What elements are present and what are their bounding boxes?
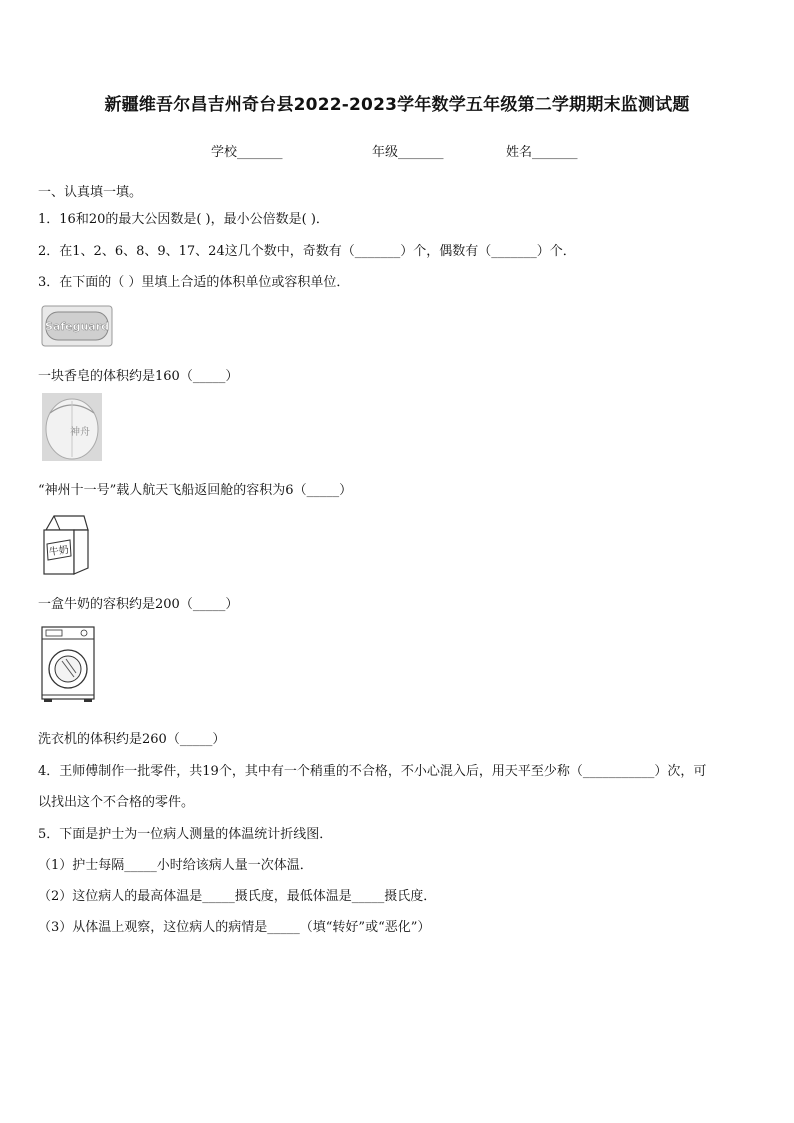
school-field: 学校_______ [211, 145, 283, 160]
q3-item-milk: 一盒牛奶的容积约是200（_____） [38, 597, 239, 612]
grade-field: 年级_______ [372, 145, 444, 160]
question-5-sub-3: （3）从体温上观察，这位病人的病情是_____（填“转好”或“恶化”） [38, 920, 431, 935]
capsule-image [42, 393, 102, 461]
q3-item-capsule: “神州十一号”载人航天飞船返回舱的容积为6（_____） [38, 483, 353, 498]
page-title: 新疆维吾尔昌吉州奇台县2022-2023学年数学五年级第二学期期末监测试题 [104, 95, 690, 115]
question-4-line-1: 4．王师傅制作一批零件，共19个，其中有一个稍重的不合格，不小心混入后，用天平至少称（___________）次，可 [38, 764, 707, 779]
carton-label-text: 牛奶 [48, 544, 70, 559]
washing-machine-image [40, 625, 96, 703]
capsule-label-text: 神舟 [70, 427, 90, 438]
question-5-sub-1: （1）护士每隔_____小时给该病人量一次体温． [38, 858, 313, 873]
question-1: 1．16和20的最大公因数是( )，最小公倍数是( )． [38, 212, 329, 227]
question-5: 5．下面是护士为一位病人测量的体温统计折线图． [38, 827, 333, 842]
q3-item-soap: 一块香皂的体积约是160（_____） [38, 369, 239, 384]
question-5-sub-2: （2）这位病人的最高体温是_____摄氏度，最低体温是_____摄氏度． [38, 889, 437, 904]
section-heading: 一、认真填一填。 [38, 185, 143, 200]
question-3: 3．在下面的（ ）里填上合适的体积单位或容积单位． [38, 275, 350, 290]
soap-image [40, 300, 114, 350]
soap-brand-text: Safeguard [44, 320, 110, 333]
milk-carton-image [40, 512, 92, 576]
question-4-line-2: 以找出这个不合格的零件。 [38, 795, 195, 810]
name-field: 姓名_______ [506, 145, 578, 160]
q3-item-washer: 洗衣机的体积约是260（_____） [38, 732, 226, 747]
question-2: 2．在1、2、6、8、9、17、24这几个数中，奇数有（_______）个，偶数有（_______）个． [38, 244, 576, 259]
